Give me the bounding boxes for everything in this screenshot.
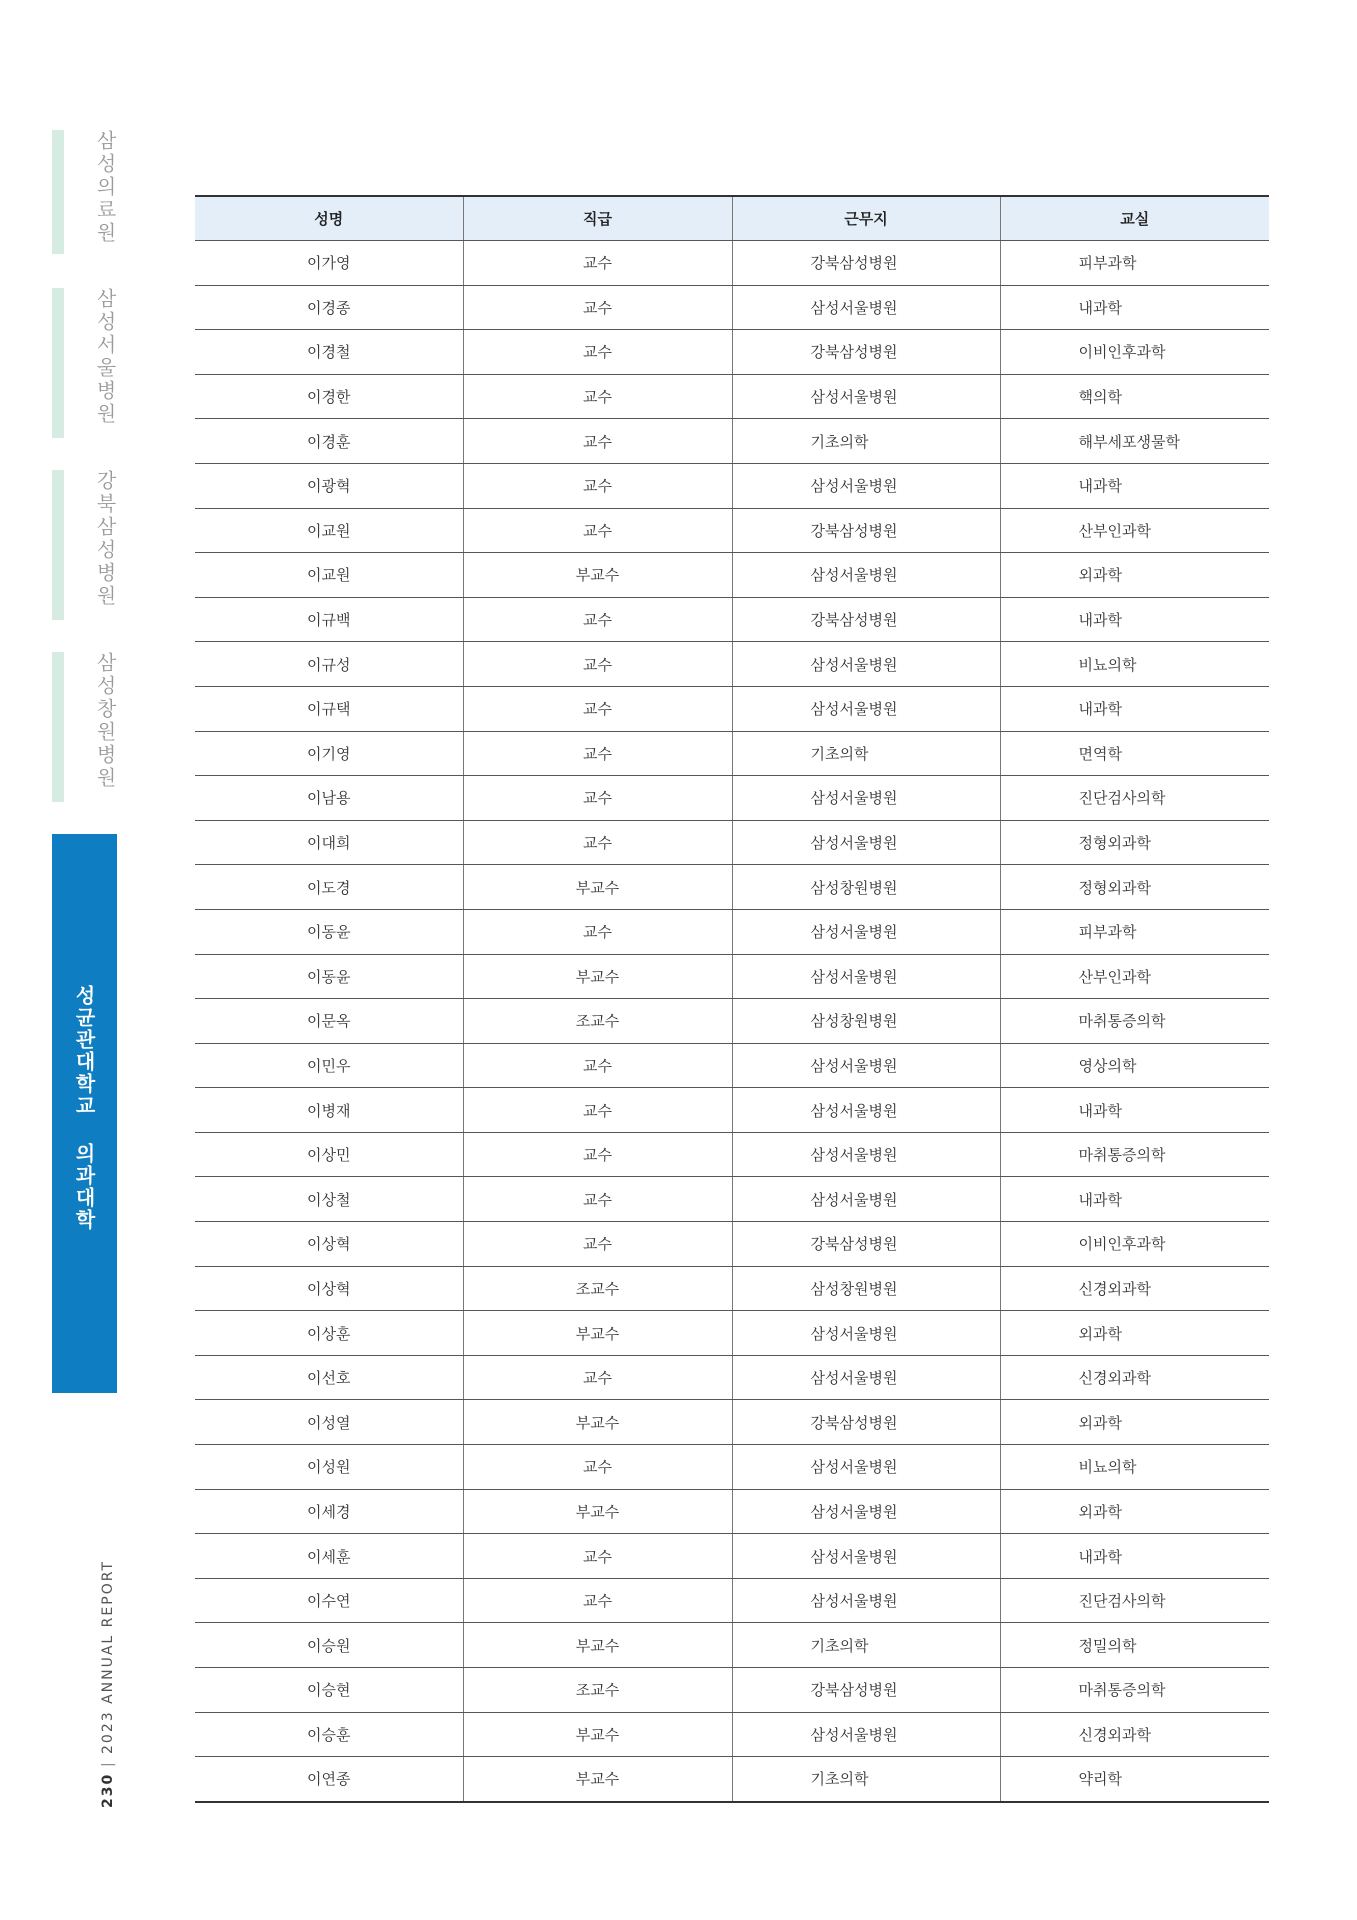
cell-name: 이광혁 [195,463,463,508]
cell-department: 면역학 [1000,731,1269,776]
cell-rank: 교수 [463,1445,732,1490]
cell-name: 이규성 [195,642,463,687]
sidebar-tab-samsung-changwon-hospital[interactable]: 삼성창원병원 [93,652,117,790]
table-row [195,909,1269,954]
cell-workplace: 강북삼성병원 [732,1668,1000,1713]
cell-department: 내과학 [1000,686,1269,731]
cell-workplace: 삼성창원병원 [732,999,1000,1044]
table-row [195,1534,1269,1579]
cell-department: 비뇨의학 [1000,642,1269,687]
cell-department: 내과학 [1000,1088,1269,1133]
cell-name: 이선호 [195,1355,463,1400]
cell-rank: 교수 [463,1088,732,1133]
sidebar-tab-marker [52,470,64,620]
cell-department: 약리학 [1000,1757,1269,1802]
cell-name: 이세훈 [195,1534,463,1579]
table-row [195,731,1269,776]
table-row [195,597,1269,642]
table-header-row [195,196,1269,241]
report-title: 2023 ANNUAL REPORT [100,1560,116,1755]
cell-name: 이경한 [195,374,463,419]
table-row [195,330,1269,375]
cell-department: 내과학 [1000,1177,1269,1222]
table-row [195,1489,1269,1534]
cell-rank: 부교수 [463,553,732,598]
cell-workplace: 강북삼성병원 [732,597,1000,642]
cell-department: 정형외과학 [1000,820,1269,865]
cell-workplace: 삼성창원병원 [732,865,1000,910]
cell-name: 이대희 [195,820,463,865]
cell-workplace: 삼성서울병원 [732,1311,1000,1356]
cell-rank: 교수 [463,1355,732,1400]
cell-workplace: 삼성서울병원 [732,1088,1000,1133]
table-row [195,374,1269,419]
cell-workplace: 삼성서울병원 [732,553,1000,598]
table-row [195,1311,1269,1356]
cell-department: 내과학 [1000,285,1269,330]
table-row [195,1757,1269,1802]
cell-workplace: 삼성서울병원 [732,1043,1000,1088]
cell-department: 신경외과학 [1000,1712,1269,1757]
cell-name: 이병재 [195,1088,463,1133]
cell-name: 이상혁 [195,1222,463,1267]
cell-rank: 조교수 [463,1266,732,1311]
cell-rank: 교수 [463,1222,732,1267]
table-row [195,1132,1269,1177]
cell-name: 이성열 [195,1400,463,1445]
table-body [195,241,1269,1802]
cell-rank: 교수 [463,1177,732,1222]
sidebar-tab-marker [52,288,64,438]
cell-name: 이경종 [195,285,463,330]
cell-name: 이교원 [195,508,463,553]
cell-department: 외과학 [1000,1489,1269,1534]
cell-workplace: 삼성서울병원 [732,1489,1000,1534]
cell-department: 마취통증의학 [1000,1132,1269,1177]
header-workplace: 근무지 [732,196,1000,241]
cell-department: 진단검사의학 [1000,776,1269,821]
cell-name: 이승훈 [195,1712,463,1757]
table-row [195,285,1269,330]
table-row [195,1088,1269,1133]
cell-rank: 부교수 [463,1489,732,1534]
cell-rank: 교수 [463,463,732,508]
cell-workplace: 강북삼성병원 [732,1222,1000,1267]
cell-department: 내과학 [1000,597,1269,642]
cell-department: 정밀의학 [1000,1623,1269,1668]
cell-department: 마취통증의학 [1000,999,1269,1044]
cell-department: 해부세포생물학 [1000,419,1269,464]
table-row [195,1043,1269,1088]
table-row [195,865,1269,910]
page-number: 230 [100,1772,116,1808]
cell-name: 이세경 [195,1489,463,1534]
cell-workplace: 삼성서울병원 [732,1534,1000,1579]
cell-department: 신경외과학 [1000,1355,1269,1400]
cell-name: 이동윤 [195,909,463,954]
cell-name: 이민우 [195,1043,463,1088]
sidebar-tab-samsung-seoul-hospital[interactable]: 삼성서울병원 [93,288,117,426]
cell-rank: 교수 [463,731,732,776]
cell-rank: 교수 [463,1132,732,1177]
cell-department: 외과학 [1000,1311,1269,1356]
cell-workplace: 삼성서울병원 [732,909,1000,954]
sidebar-tab-marker [52,652,64,802]
table-row [195,1445,1269,1490]
cell-rank: 조교수 [463,1668,732,1713]
cell-department: 내과학 [1000,1534,1269,1579]
cell-name: 이수연 [195,1578,463,1623]
cell-workplace: 삼성서울병원 [732,285,1000,330]
cell-department: 산부인과학 [1000,508,1269,553]
cell-name: 이남용 [195,776,463,821]
cell-workplace: 기초의학 [732,1757,1000,1802]
table-row [195,419,1269,464]
table-row [195,642,1269,687]
cell-department: 산부인과학 [1000,954,1269,999]
cell-workplace: 삼성서울병원 [732,820,1000,865]
cell-department: 신경외과학 [1000,1266,1269,1311]
cell-name: 이승현 [195,1668,463,1713]
cell-rank: 부교수 [463,1757,732,1802]
cell-department: 영상의학 [1000,1043,1269,1088]
cell-name: 이가영 [195,241,463,286]
cell-name: 이기영 [195,731,463,776]
cell-workplace: 삼성창원병원 [732,1266,1000,1311]
table-row [195,1222,1269,1267]
cell-rank: 조교수 [463,999,732,1044]
cell-department: 비뇨의학 [1000,1445,1269,1490]
cell-workplace: 삼성서울병원 [732,686,1000,731]
cell-name: 이문옥 [195,999,463,1044]
cell-workplace: 삼성서울병원 [732,1177,1000,1222]
cell-rank: 교수 [463,419,732,464]
cell-workplace: 삼성서울병원 [732,642,1000,687]
table-row [195,1712,1269,1757]
table-row [195,241,1269,286]
cell-department: 정형외과학 [1000,865,1269,910]
cell-name: 이동윤 [195,954,463,999]
cell-rank: 교수 [463,597,732,642]
table-row [195,1400,1269,1445]
cell-rank: 교수 [463,330,732,375]
cell-rank: 교수 [463,909,732,954]
cell-name: 이상철 [195,1177,463,1222]
cell-workplace: 기초의학 [732,731,1000,776]
cell-workplace: 삼성서울병원 [732,776,1000,821]
cell-workplace: 삼성서울병원 [732,1445,1000,1490]
cell-workplace: 삼성서울병원 [732,1712,1000,1757]
table-row [195,1266,1269,1311]
cell-workplace: 강북삼성병원 [732,1400,1000,1445]
cell-name: 이승원 [195,1623,463,1668]
faculty-table [195,195,1269,1803]
cell-workplace: 삼성서울병원 [732,1578,1000,1623]
cell-rank: 부교수 [463,865,732,910]
cell-rank: 교수 [463,241,732,286]
cell-department: 핵의학 [1000,374,1269,419]
cell-rank: 부교수 [463,1712,732,1757]
cell-workplace: 강북삼성병원 [732,508,1000,553]
cell-workplace: 기초의학 [732,1623,1000,1668]
cell-name: 이경철 [195,330,463,375]
cell-rank: 교수 [463,1043,732,1088]
sidebar-tab-kangbuk-samsung-hospital[interactable]: 강북삼성병원 [93,470,117,608]
cell-workplace: 기초의학 [732,419,1000,464]
cell-rank: 교수 [463,374,732,419]
cell-rank: 교수 [463,285,732,330]
footer-separator: | [100,1760,116,1767]
sidebar-tab-samsung-medical-center[interactable]: 삼성의료원 [93,130,117,245]
cell-department: 피부과학 [1000,241,1269,286]
cell-name: 이상훈 [195,1311,463,1356]
cell-department: 피부과학 [1000,909,1269,954]
cell-department: 진단검사의학 [1000,1578,1269,1623]
table-row [195,553,1269,598]
page-footer [96,1552,120,1808]
cell-name: 이연종 [307,1770,351,1789]
cell-rank: 교수 [463,776,732,821]
cell-rank: 교수 [463,642,732,687]
cell-department: 외과학 [1000,553,1269,598]
cell-department: 이비인후과학 [1000,330,1269,375]
cell-rank: 교수 [463,1534,732,1579]
cell-name: 이도경 [195,865,463,910]
cell-name: 이규백 [195,597,463,642]
cell-name: 이성원 [195,1445,463,1490]
header-name: 성명 [195,196,463,241]
table-row [195,1355,1269,1400]
cell-workplace: 강북삼성병원 [732,241,1000,286]
table-row [195,1668,1269,1713]
table-row [195,1177,1269,1222]
cell-rank: 교수 [463,686,732,731]
cell-department: 외과학 [1000,1400,1269,1445]
cell-rank: 부교수 [463,1311,732,1356]
cell-workplace: 삼성서울병원 [732,1355,1000,1400]
table-row [195,954,1269,999]
cell-name: 이규택 [195,686,463,731]
table-row [195,508,1269,553]
cell-workplace: 삼성서울병원 [732,374,1000,419]
cell-department: 마취통증의학 [1000,1668,1269,1713]
table-row [195,776,1269,821]
cell-rank: 교수 [463,820,732,865]
header-department: 교실 [1000,196,1269,241]
table-row [195,1578,1269,1623]
header-rank: 직급 [463,196,732,241]
table-row [195,1623,1269,1668]
cell-department: 이비인후과학 [1000,1222,1269,1267]
cell-department: 내과학 [1000,463,1269,508]
table-row [195,999,1269,1044]
cell-workplace: 삼성서울병원 [732,463,1000,508]
cell-rank: 부교수 [463,1623,732,1668]
table-row [195,820,1269,865]
cell-rank: 교수 [463,1578,732,1623]
cell-name: 이상혁 [195,1266,463,1311]
cell-workplace: 강북삼성병원 [732,330,1000,375]
cell-workplace: 삼성서울병원 [732,1132,1000,1177]
cell-name: 이경훈 [195,419,463,464]
cell-rank: 부교수 [463,954,732,999]
cell-workplace: 삼성서울병원 [732,954,1000,999]
cell-rank: 부교수 [463,1400,732,1445]
table-row [195,463,1269,508]
cell-rank: 교수 [463,508,732,553]
sidebar-tab-marker [52,130,64,254]
cell-name: 이상민 [195,1132,463,1177]
sidebar-active-label: 성균관대학교 의과대학 [72,985,96,1231]
table-row [195,686,1269,731]
cell-name: 이교원 [195,553,463,598]
